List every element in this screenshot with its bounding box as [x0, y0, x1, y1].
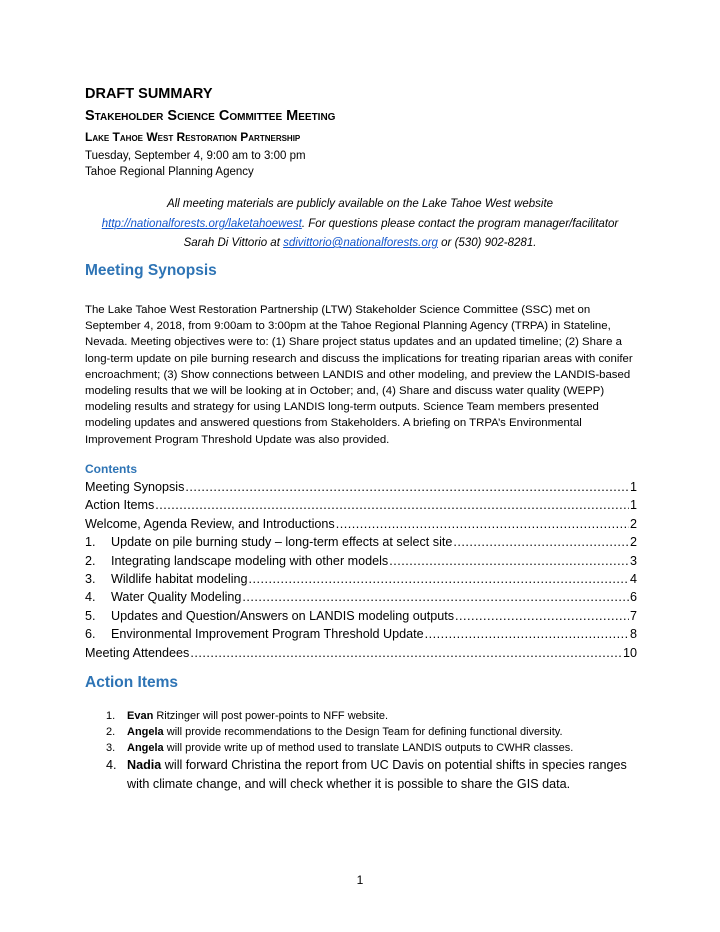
toc-entry-number: 1.	[85, 535, 96, 550]
toc-entry-page: 6	[629, 590, 637, 605]
toc-entry-number: 5.	[85, 608, 96, 623]
action-item-owner: Angela	[127, 742, 164, 754]
toc-entry-number: 2.	[85, 553, 96, 568]
notice-text-2: . For questions please contact the program manager/facilitator Sarah Di Vittorio at	[183, 217, 619, 249]
toc-entry[interactable]	[85, 554, 637, 572]
toc-entry-page: 2	[629, 516, 637, 531]
action-item-number: 3.	[106, 742, 116, 754]
toc-entry-page: 10	[622, 645, 637, 660]
toc-entry[interactable]	[85, 498, 637, 516]
toc-entry[interactable]	[85, 609, 637, 627]
action-items-title: Action Items	[85, 674, 179, 691]
toc-entry-label: Wildlife habitat modeling	[111, 571, 248, 586]
action-item-description: Ritzinger will post power-points to NFF website.	[153, 710, 389, 722]
notice-text-3: or (530) 902-8281.	[437, 237, 537, 249]
toc-entry-page: 3	[629, 553, 637, 568]
toc-leader-dots	[425, 627, 629, 641]
toc-entry-number: 3.	[85, 571, 96, 586]
committee-heading: Stakeholder Science Committee Meeting	[85, 108, 336, 124]
action-item	[106, 708, 636, 724]
action-item	[106, 756, 636, 794]
toc-leader-dots	[453, 535, 629, 549]
toc-entry[interactable]	[85, 480, 637, 498]
page-number: 1	[356, 873, 364, 887]
action-item-text	[127, 724, 563, 740]
action-item-number: 2.	[106, 726, 116, 738]
action-item-description: will provide write up of method used to translate LANDIS outputs to CWHR classes.	[163, 742, 574, 754]
toc-entry-label: Water Quality Modeling	[111, 590, 242, 605]
meeting-date: Tuesday, September 4, 9:00 am to 3:00 pm	[85, 150, 306, 162]
action-item-owner: Nadia	[127, 758, 162, 772]
toc-entry-number: 6.	[85, 627, 96, 642]
toc-entry[interactable]	[85, 572, 637, 590]
toc-leader-dots	[389, 554, 629, 568]
action-item-text	[127, 740, 573, 756]
toc-entry[interactable]	[85, 646, 637, 664]
action-item-owner: Evan	[127, 710, 154, 722]
toc-leader-dots	[455, 609, 629, 623]
toc-entry[interactable]	[85, 590, 637, 608]
toc-entry-label: Action Items	[85, 498, 155, 513]
toc-entry[interactable]	[85, 517, 637, 535]
website-link[interactable]: http://nationalforests.org/laketahoewest	[101, 217, 302, 230]
action-items-list	[106, 708, 636, 794]
toc-entry-page: 2	[629, 535, 637, 550]
toc-entry-label: Integrating landscape modeling with other models	[111, 553, 389, 568]
notice-text-1: All meeting materials are publicly available on the Lake Tahoe West website	[166, 198, 554, 210]
toc-entry-page: 1	[629, 498, 637, 513]
toc-leader-dots	[185, 480, 629, 494]
materials-notice	[85, 195, 635, 254]
action-item-owner: Angela	[127, 726, 164, 738]
toc-leader-dots	[190, 646, 622, 660]
toc-entry-page: 1	[629, 480, 637, 494]
toc-leader-dots	[249, 572, 629, 586]
toc-entry-number: 4.	[85, 590, 96, 605]
draft-summary-heading: DRAFT SUMMARY	[85, 86, 213, 102]
action-item-text	[127, 708, 388, 724]
toc-entry[interactable]	[85, 627, 637, 645]
toc-entry-page: 7	[629, 608, 637, 623]
action-item	[106, 740, 636, 756]
action-item-text	[127, 756, 636, 794]
action-item-description: will forward Christina the report from UC Davis on potential shifts in species ranges with climate change, and will check whether it is possible to share the GIS data.	[127, 758, 627, 791]
toc-entry-label: Meeting Synopsis	[85, 480, 185, 494]
toc-entry-label: Updates and Question/Answers on LANDIS modeling outputs	[111, 608, 455, 623]
toc-entry[interactable]	[85, 535, 637, 553]
action-item-description: will provide recommendations to the Design Team for defining functional diversity.	[163, 726, 563, 738]
synopsis-title: Meeting Synopsis	[85, 262, 217, 279]
toc-leader-dots	[242, 590, 629, 604]
action-item	[106, 724, 636, 740]
table-of-contents	[85, 480, 637, 664]
toc-entry-page: 8	[629, 627, 637, 642]
toc-entry-label: Welcome, Agenda Review, and Introductions	[85, 516, 335, 531]
toc-leader-dots	[155, 498, 629, 512]
partnership-heading: Lake Tahoe West Restoration Partnership	[85, 130, 301, 144]
toc-entry-label: Environmental Improvement Program Threshold Update	[111, 627, 424, 642]
contents-title: Contents	[85, 462, 137, 476]
toc-entry-page: 4	[629, 571, 637, 586]
toc-entry-label: Meeting Attendees	[85, 645, 190, 660]
meeting-location: Tahoe Regional Planning Agency	[85, 166, 254, 178]
email-link[interactable]: sdivittorio@nationalforests.org	[283, 237, 438, 249]
synopsis-body: The Lake Tahoe West Restoration Partnership (LTW) Stakeholder Science Committee (SSC) met on September 4, 2018, from 9:00am to 3:00pm at the Tahoe Regional Planning Agency (TRPA) in Stateline, Nevada. Meeting objectives were to: (1) Share project status updates and an updated timeline; (2) Share a long-term update on pile burning research and discuss the implications for treating riparian areas with conifer encroachment; (3) Show connections between LANDIS and other modeling, and preview the LANDIS-based modeling results that we will be looking at in October; and, (4) Share and discuss water quality (WEPP) modeling results and strategy for using LANDIS long-term outputs. Science Team members presented modeling updates and answered questions from Stakeholders. A briefing on TRPA’s Environmental Improvement Program Threshold Update was also provided.	[85, 304, 633, 446]
toc-leader-dots	[336, 517, 629, 531]
action-item-number: 4.	[106, 758, 117, 772]
toc-entry-label: Update on pile burning study – long-term effects at select site	[111, 535, 453, 550]
action-item-number: 1.	[106, 710, 116, 722]
